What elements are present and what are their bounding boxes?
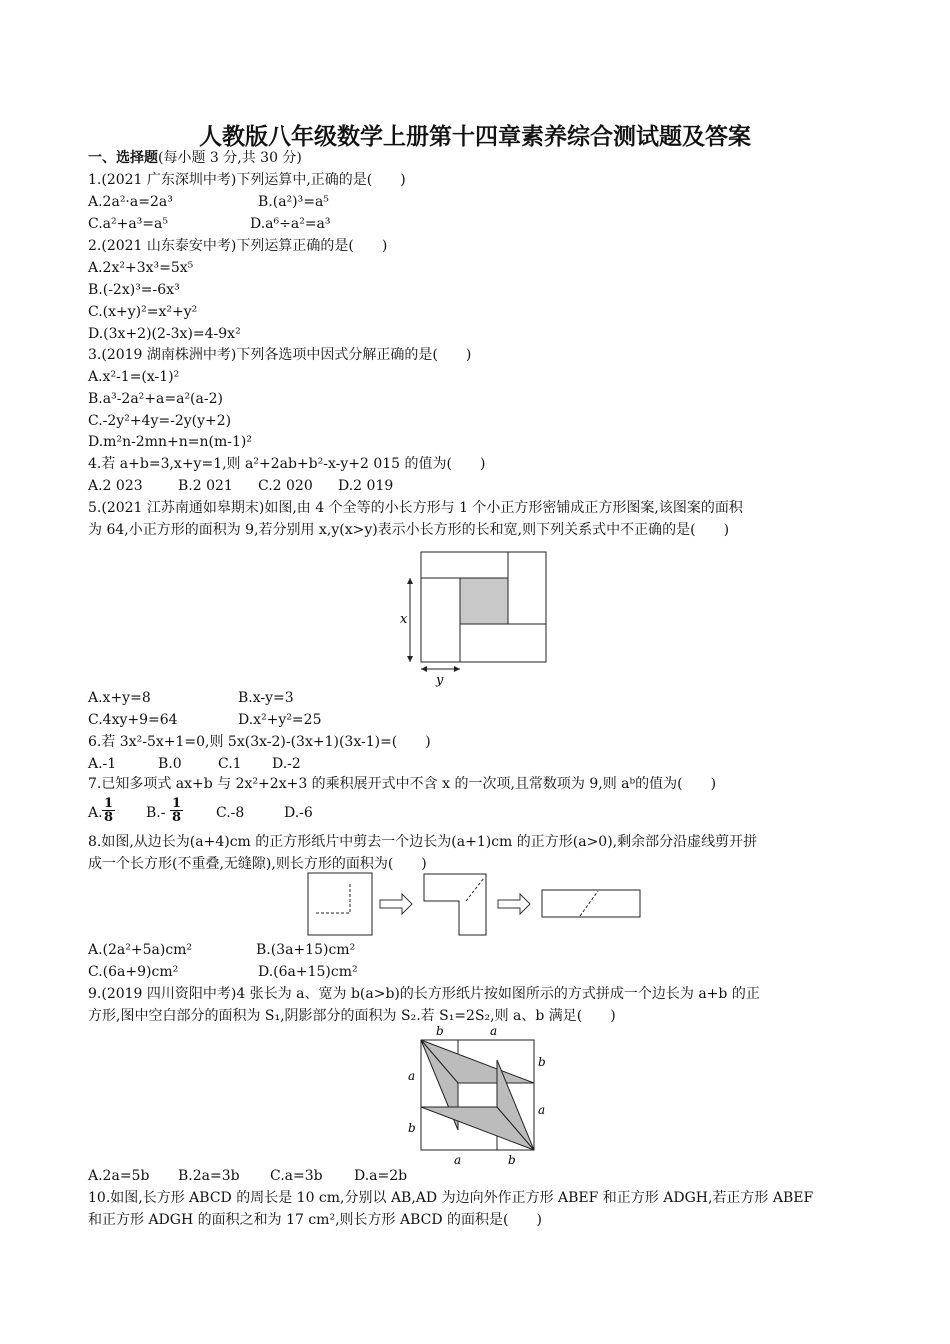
q1-option-c: C.a²+a³=a⁵ <box>88 216 169 232</box>
q2-option-c: C.(x+y)²=x²+y² <box>88 304 198 320</box>
q4-option-a: A.2 023 <box>88 478 143 494</box>
q9-label-a-right: a <box>538 1103 546 1117</box>
q1-option-b: B.(a²)³=a⁵ <box>258 194 329 210</box>
q5-stem-line2: 为 64,小正方形的面积为 9,若分别用 x,y(x>y)表示小长方形的长和宽,则下列关系式中不正确的是( ) <box>88 522 730 538</box>
q5-option-a: A.x+y=8 <box>88 690 151 706</box>
q8-stem-line1: 8.如图,从边长为(a+4)cm 的正方形纸片中剪去一个边长为(a+1)cm 的正方形(a>0),剩余部分沿虚线剪开拼 <box>88 834 758 850</box>
q9-option-c: C.a=3b <box>270 1168 323 1184</box>
q2-option-d: D.(3x+2)(2-3x)=4-9x² <box>88 326 241 342</box>
q8-original-square <box>308 873 372 935</box>
q6-stem: 6.若 3x²-5x+1=0,则 5x(3x-2)-(3x+1)(3x-1)=( ) <box>88 734 431 750</box>
q9-label-a-top: a <box>490 1024 498 1038</box>
q7-option-a-label: A. <box>88 805 103 821</box>
q5-option-d: D.x²+y²=25 <box>238 712 322 728</box>
q4-stem: 4.若 a+b=3,x+y=1,则 a²+2ab+b²-x-y+2 015 的值为( ) <box>88 456 486 472</box>
q9-stem-line2: 方形,图中空白部分的面积为 S₁,阴影部分的面积为 S₂.若 S₁=2S₂,则 a、b 满足( ) <box>88 1008 616 1024</box>
q8-l-shape <box>424 874 486 935</box>
q8-result-rectangle <box>542 890 640 917</box>
q9-label-b-right: b <box>538 1055 546 1069</box>
q6-option-b: B.0 <box>158 756 182 772</box>
q9-label-a-bottom: a <box>454 1153 462 1167</box>
q2-option-a: A.2x²+3x³=5x⁵ <box>88 260 194 276</box>
q4-option-c: C.2 020 <box>258 478 313 494</box>
page-title: 人教版八年级数学上册第十四章素养综合测试题及答案 <box>199 124 751 150</box>
q7-option-d: D.-6 <box>284 805 313 821</box>
q8-option-c: C.(6a+9)cm² <box>88 964 179 980</box>
q3-option-b: B.a³-2a²+a=a²(a-2) <box>88 391 223 407</box>
q9-option-d: D.a=2b <box>354 1168 408 1184</box>
q10-stem-line2: 和正方形 ADGH 的面积之和为 17 cm²,则长方形 ABCD 的面积是( ) <box>88 1212 542 1228</box>
section-title: 一、选择题 <box>88 150 158 166</box>
q1-option-a: A.2a²·a=2a³ <box>88 194 173 210</box>
q7-b-denominator: 8 <box>172 810 182 825</box>
q6-option-a: A.-1 <box>88 756 117 772</box>
q5-option-c: C.4xy+9=64 <box>88 712 178 728</box>
q7-a-denominator: 8 <box>104 810 114 825</box>
q9-option-b: B.2a=3b <box>178 1168 240 1184</box>
q1-option-d: D.a⁶÷a²=a³ <box>250 216 331 232</box>
q10-stem-line1: 10.如图,长方形 ABCD 的周长是 10 cm,分别以 AB,AD 为边向外作正方形 ABEF 和正方形 ADGH,若正方形 ABEF <box>88 1190 814 1206</box>
section-heading <box>88 148 302 168</box>
q8-figure <box>306 870 646 938</box>
q5-option-b: B.x-y=3 <box>238 690 294 706</box>
q8-option-a: A.(2a²+5a)cm² <box>88 942 193 958</box>
q3-stem: 3.(2019 湖南株洲中考)下列各选项中因式分解正确的是( ) <box>88 347 472 363</box>
q5-figure <box>396 542 552 688</box>
q5-label-y: y <box>436 673 444 688</box>
q9-stem-line1: 9.(2019 四川资阳中考)4 张长为 a、宽为 b(a>b)的长方形纸片按如图所示的方式拼成一个边长为 a+b 的正 <box>88 986 760 1002</box>
q9-label-b-top: b <box>436 1024 444 1038</box>
q8-stem-line2: 成一个长方形(不重叠,无缝隙),则长方形的面积为( ) <box>88 856 427 872</box>
q9-option-a: A.2a=5b <box>88 1168 150 1184</box>
q9-label-b-left: b <box>408 1121 416 1135</box>
q7-option-b-label: B.- <box>146 805 166 821</box>
q7-option-c: C.-8 <box>216 805 245 821</box>
q5-small-square <box>460 578 508 624</box>
q9-label-b-bottom: b <box>508 1153 516 1167</box>
q3-option-d: D.m²n-2mn+n=n(m-1)² <box>88 434 252 450</box>
section-note: (每小题 3 分,共 30 分) <box>158 150 302 166</box>
q8-arrow-2 <box>498 894 530 914</box>
q6-option-c: C.1 <box>218 756 242 772</box>
q8-option-d: D.(6a+15)cm² <box>258 964 358 980</box>
q1-stem: 1.(2021 广东深圳中考)下列运算中,正确的是( ) <box>88 172 406 188</box>
q4-option-d: D.2 019 <box>338 478 394 494</box>
q2-option-b: B.(-2x)³=-6x³ <box>88 282 180 298</box>
q8-arrow-1 <box>380 894 412 914</box>
q6-option-d: D.-2 <box>272 756 301 772</box>
q8-option-b: B.(3a+15)cm² <box>256 942 356 958</box>
q2-stem: 2.(2021 山东泰安中考)下列运算正确的是( ) <box>88 238 388 254</box>
q7-option-b-fraction <box>170 797 183 824</box>
q5-label-x: x <box>400 612 408 627</box>
q9-label-a-left: a <box>408 1069 416 1083</box>
q7-stem: 7.已知多项式 ax+b 与 2x²+2x+3 的乘积展开式中不含 x 的一次项,且常数项为 9,则 aᵇ的值为( ) <box>88 776 717 792</box>
q9-figure <box>404 1022 554 1168</box>
q4-option-b: B.2 021 <box>178 478 233 494</box>
q5-stem-line1: 5.(2021 江苏南通如皋期末)如图,由 4 个全等的小长方形与 1 个小正方形密铺成正方形图案,该图案的面积 <box>88 500 743 516</box>
q7-option-a-fraction <box>102 797 115 824</box>
q3-option-c: C.-2y²+4y=-2y(y+2) <box>88 413 232 429</box>
q3-option-a: A.x²-1=(x-1)² <box>88 369 180 385</box>
q7-b-numerator: 1 <box>172 796 182 811</box>
q7-a-numerator: 1 <box>104 796 114 811</box>
